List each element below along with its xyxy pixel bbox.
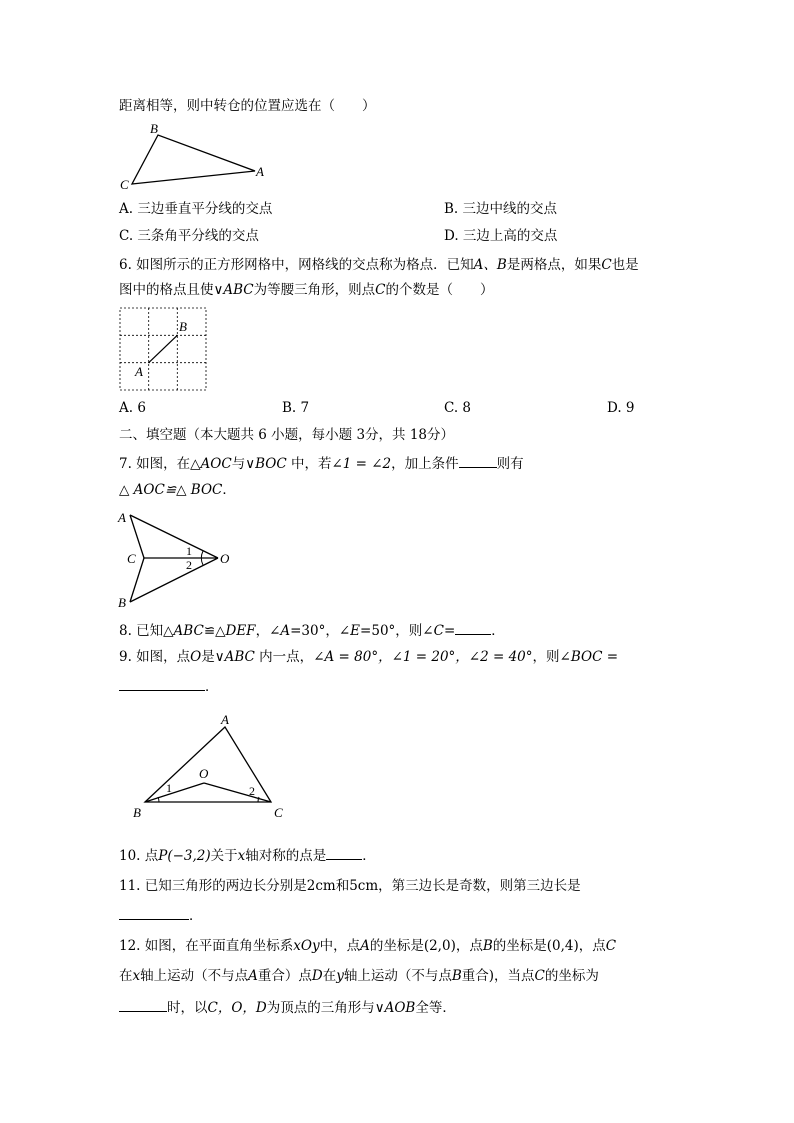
q5-triangle-figure (115, 118, 275, 193)
q11-line-1 (119, 877, 581, 895)
q6-label-b: B (179, 319, 187, 334)
q8-text-d: =50°，则 (360, 623, 423, 639)
q9-line-2 (119, 676, 219, 696)
q9-line-1 (119, 648, 618, 666)
q7-text-a: 7. 如图，在 (119, 456, 191, 472)
q7-label-c: C (127, 551, 136, 566)
q12-b2: B (451, 968, 462, 984)
q5-triangle (132, 135, 255, 184)
q12-c: C (605, 938, 617, 954)
q10-x: x (237, 848, 246, 864)
q9-label-b: B (133, 805, 141, 820)
q7-label-2: 2 (186, 558, 192, 572)
q10-answer-blank[interactable] (326, 845, 362, 860)
q5-option-c: C. 三条角平分线的交点 (119, 228, 259, 244)
q8-tri-1: △ABC (163, 623, 204, 639)
q7-period: ． (222, 482, 236, 498)
q7-tri-2: ∨BOC (245, 456, 287, 472)
q9-label-2: 2 (249, 784, 255, 798)
q6-option-b: B. 7 (282, 400, 310, 416)
q12-text-2g: 的坐标为 (544, 968, 599, 984)
q7-tri-1: △AOC (190, 456, 232, 472)
q9-label-o: O (199, 766, 209, 781)
q10-line (119, 845, 376, 865)
q12-line-1 (119, 937, 616, 955)
q8-text-c: =30°， (290, 623, 339, 639)
q12-b: B (482, 938, 493, 954)
q12-text-2b: 轴上运动（不与点 (140, 968, 249, 984)
q7-line-2 (119, 481, 236, 499)
q7-label-b: B (118, 595, 126, 610)
q5-option-b: B. 三边中线的交点 (444, 201, 558, 217)
q12-coord-a: (2,0) (423, 938, 456, 954)
q7-figure (115, 506, 240, 612)
q12-text-d: ，点 (455, 938, 483, 954)
q7-text-mid: 中，若 (286, 456, 332, 472)
q9-text-d: ，则 (532, 649, 560, 665)
q6-option-d: D. 9 (607, 400, 635, 416)
q9-answer-blank[interactable] (119, 676, 205, 691)
q9-figure (128, 710, 293, 825)
q7-text-then: 则有 (496, 456, 524, 472)
q6-option-c: C. 8 (444, 400, 472, 416)
q9-end: ． (205, 679, 219, 695)
q9-text-b: 是 (201, 649, 215, 665)
q11-answer-blank[interactable] (119, 905, 189, 920)
q6-text-end: 也是 (611, 257, 639, 273)
q12-text-e: 的坐标是 (492, 938, 547, 954)
q11-text-b: 和 (335, 878, 350, 894)
q9-text-c: 内一点， (254, 649, 314, 665)
q8-text-e: = (443, 623, 456, 639)
q7-text-with: 与 (231, 456, 246, 472)
q6-text-2a: 图中的格点且使 (119, 282, 214, 298)
q9-label-c: C (274, 805, 283, 820)
q8-cong: ≌ (203, 623, 216, 639)
q10-point: P(−3,2) (158, 848, 211, 864)
q6-sym-ab: A、B (473, 257, 507, 273)
q12-text-2c: 重合）点 (257, 968, 312, 984)
q12-a: A (360, 938, 370, 954)
section-2-title: 二、填空题（本大题共 6 小题，每小题 3分，共 18分） (119, 427, 455, 443)
q6-grid-figure (119, 307, 209, 393)
q11-text-a: 11. 已知三角形的两边长分别是 (119, 878, 307, 894)
q11-line-2 (119, 905, 203, 925)
q7-answer-blank[interactable] (459, 453, 497, 468)
q11-end: ． (189, 908, 203, 924)
q6-sym-c2: C (375, 282, 386, 298)
q7-label-a: A (118, 510, 126, 525)
q8-ang-a: ∠A (269, 623, 291, 639)
q12-line-3 (119, 997, 456, 1017)
q12-a2: A (248, 968, 258, 984)
q5-option-a: A. 三边垂直平分线的交点 (119, 201, 273, 217)
q9-o: O (190, 649, 202, 665)
q12-coord-b: (0,4) (546, 938, 579, 954)
q11-text-c: ，第三边长是奇数，则第三边长是 (378, 878, 581, 894)
q6-text-mid: 是两格点，如果 (506, 257, 602, 273)
q7-label-1: 1 (186, 544, 192, 558)
q8-ang-c: ∠C (422, 623, 444, 639)
q9-label-a: A (221, 712, 229, 727)
q12-text-2d: 在 (322, 968, 337, 984)
q12-text-3c: 全等． (415, 1000, 456, 1016)
q12-x: x (132, 968, 141, 984)
q12-line-2 (119, 967, 599, 985)
q12-text-f: ，点 (578, 938, 606, 954)
q12-c2: C (534, 968, 545, 984)
q7-cond: ∠1 = ∠2 (331, 456, 392, 472)
q6-text-2c: 的个数是（ ） (385, 282, 494, 298)
q12-xoy: xOy (293, 938, 320, 954)
q8-line (119, 620, 505, 640)
q12-text-b: 中，点 (319, 938, 361, 954)
q8-tri-2: △DEF (215, 623, 256, 639)
q5-label-c: C (120, 177, 129, 192)
q6-option-a: A. 6 (119, 400, 146, 416)
q6-segment-ab (149, 335, 178, 362)
q9-label-1: 1 (166, 781, 172, 795)
q6-line-1 (119, 256, 639, 274)
q12-text-a: 12. 如图，在平面直角坐标系 (119, 938, 294, 954)
q10-text-b: 关于 (210, 848, 238, 864)
q12-cod: C，O，D (207, 1000, 267, 1016)
q12-tri: ∨AOB (374, 1000, 416, 1016)
q6-text: 6. 如图所示的正方形网格中，网格线的交点称为格点．已知 (119, 257, 474, 273)
q5-option-d: D. 三边上高的交点 (444, 228, 558, 244)
q7-text-after: ，加上条件 (391, 456, 459, 472)
q9-ask: ∠BOC = (559, 649, 619, 665)
q7-congruence: △ AOC≌△ BOC (119, 482, 223, 498)
q6-line-2 (119, 281, 493, 299)
q6-label-a: A (135, 364, 143, 379)
q10-text-a: 10. 点 (119, 848, 159, 864)
q9-text-a: 9. 如图，点 (119, 649, 191, 665)
q12-d: D (311, 968, 323, 984)
q7-line-1 (119, 453, 524, 473)
q5-label-a: A (256, 164, 264, 179)
q12-text-3b: 为顶点的三角形与 (266, 1000, 375, 1016)
q5-label-b: B (150, 121, 158, 136)
q12-text-3a: 时，以 (167, 1000, 208, 1016)
q12-text-2f: 重合)，当点 (461, 968, 535, 984)
q12-y: y (336, 968, 344, 984)
q8-end: ． (491, 623, 505, 639)
q11-v2: 5cm (349, 878, 379, 894)
q8-ang-e: ∠E (338, 623, 361, 639)
q12-text-2e: 轴上运动（不与点 (343, 968, 452, 984)
q7-label-o: O (220, 551, 230, 566)
q8-text-b: ， (255, 623, 270, 639)
q10-end: ． (362, 848, 376, 864)
q12-answer-blank[interactable] (119, 997, 167, 1012)
q12-text-c: 的坐标是 (369, 938, 424, 954)
q8-text-a: 8. 已知 (119, 623, 164, 639)
q6-sym-c: C (601, 257, 612, 273)
q6-sym-tri: ∨ABC (213, 282, 254, 298)
q8-answer-blank[interactable] (455, 620, 491, 635)
q9-angles: ∠A = 80°，∠1 = 20°，∠2 = 40° (313, 649, 533, 665)
q12-text-2a: 在 (119, 968, 133, 984)
q6-text-2b: 为等腰三角形，则点 (253, 282, 376, 298)
q5-stem-tail: 距离相等，则中转仓的位置应选在（ ） (119, 98, 376, 114)
q11-v1: 2cm (306, 878, 336, 894)
q10-text-c: 轴对称的点是 (245, 848, 327, 864)
q9-tri: ∨ABC (214, 649, 255, 665)
